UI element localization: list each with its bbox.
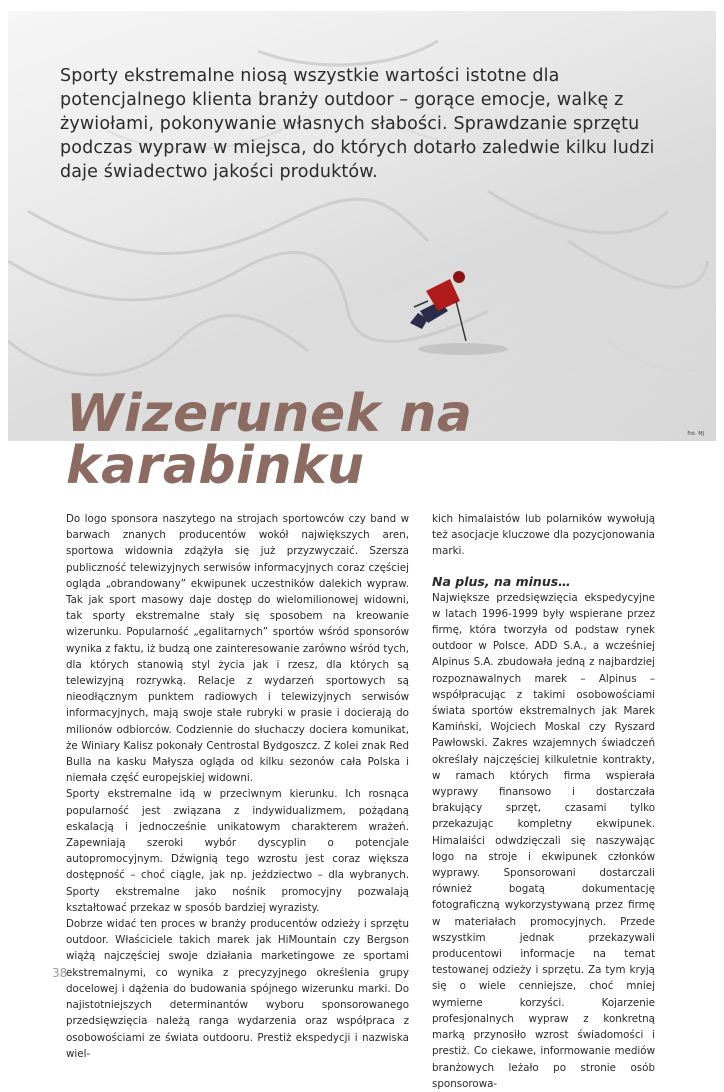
left-column — [66, 511, 409, 1062]
body-paragraph: Sporty ekstremalne idą w przeciwnym kierunku. Ich rosnąca popularność jest związana z indywidualizmem, pożądaną eskalacją i jednocześnie unikatowym charakterem wrażeń. Zapewniają szeroki wybór dyscyplin o potencjale autopromocyjnym. Dźwignią tego wzrostu jest coraz większa dostępność – choć ciągle, jak np. jeździectwo – dla wybranych. Sporty ekstremalne jako nośnik promocyjny pozwalają kształtować przekaz w sposób bardziej wyrazisty. — [66, 788, 409, 914]
body-paragraph: Największe przedsięwzięcia ekspedycyjne w latach 1996-1999 były wspierane przez firmę, która tworzyła od podstaw rynek outdoor w Polsce. ADD S.A., a wcześniej Alpinus S.A. zbudowała jedną z najbardziej rozpoznawalnych marek – Alpinus – współpracując z takimi osobowościami świata sportów ekstremalnych jak Marek Kamiński, Wojciech Moskal czy Ryszard Pawłowski. Zakres wzajemnych świadczeń określały najczęściej kilkuletnie kontrakty, w ramach których firma wspierała wyprawy finansowo i dostarczała brakujący sprzęt, czasami tylko przekazując kompletny ekwipunek. Himalaiści odwdzięczali się naszywając logo na stroje i ekwipunek członków wyprawy. Sponsorowani dostarczali również bogatą dokumentację fotograficzną wykorzystywaną przez firmę w materiałach promocyjnych. Przede wszystkim jednak przekazywali producentowi informacje na temat testowanej odzieży i sprzętu. Za tym kryją się o wiele cenniejsze, choć mniej wymierne korzyści. Kojarzenie profesjonalnych wypraw z konkretną marką przynosiło wzrost świadomości i prestiż. Co ciekawe, informowanie mediów branżowych leżało po stronie osób sponsorowa- — [432, 591, 655, 1090]
body-paragraph: Do logo sponsora naszytego na strojach sportowców czy band w barwach znanych producentów wokół największych aren, sportowa widownia zdążyła się już przyzwyczaić. Szersza publiczność telewizyjnych serwisów informacyjnych coraz częściej ogląda „obrandowany” ekwipunek uczestników dalekich wypraw. Tak jak sport masowy daje dostęp do wielomilionowej widowni, tak sporty ekstremalne stały się sposobem na kreowanie wizerunku. Popularność „egalitarnych” sportów wśród sponsorów wynika z faktu, iż budzą one zainteresowanie zarówno wśród tych, dla których stanowią styl życia jak i rzesz, dla których są telewizyjną rozrywką. Relacje z wydarzeń sportowych są nieodłącznym punktem radiowych i telewizyjnych serwisów informacyjnych, mają swoje stałe rubryki w prasie i docierają do milionów odbiorców. Codziennie do słuchaczy dociera komunikat, że Winiary Kalisz pokonały Centrostal Bydgoszcz. Z kolei znak Red Bulla na kasku Małysza ogląda od kilku sezonów cała Polska i niemała część europejskiej widowni. — [66, 513, 409, 785]
lead-paragraph: Sporty ekstremalne niosą wszystkie wartości istotne dla potencjalnego klienta branży outdoor – gorące emocje, walkę z żywiołami, pokonywanie własnych słabości. Sprawdzanie sprzętu podczas wypraw w miejsca, do których dotarło zaledwie kilku ludzi daje świadectwo jakości produktów. — [60, 66, 655, 182]
right-column — [432, 511, 655, 1092]
body-paragraph: Dobrze widać ten proces w branży producentów odzieży i sprzętu outdoor. Właściciele takich marek jak HiMountain czy Bergson wiążą najczęściej swoje działania marketingowe ze sportami ekstremalnymi, co wynika z precyzyjnego określenia grupy docelowej i dążenia do budowania spójnego wizerunku marki. Do najistotniejszych determinantów wyboru sponsorowanego przedsięwzięcia należą ranga wydarzenia oraz współpraca z osobowościami ze świata outdooru. Prestiż ekspedycji i nazwiska wiel- — [66, 918, 409, 1060]
body-paragraph: kich himalaistów lub polarników wywołują też asocjacje kluczowe dla pozycjonowania marki. — [432, 513, 655, 558]
photo-credit: Fot. MJ — [687, 431, 704, 437]
title-line-2: karabinku — [66, 436, 365, 496]
article-title — [66, 384, 473, 496]
section-subheading: Na plus, na minus… — [432, 573, 571, 589]
page-number: 38 — [52, 966, 68, 980]
title-line-1: Wizerunek na — [66, 384, 473, 444]
